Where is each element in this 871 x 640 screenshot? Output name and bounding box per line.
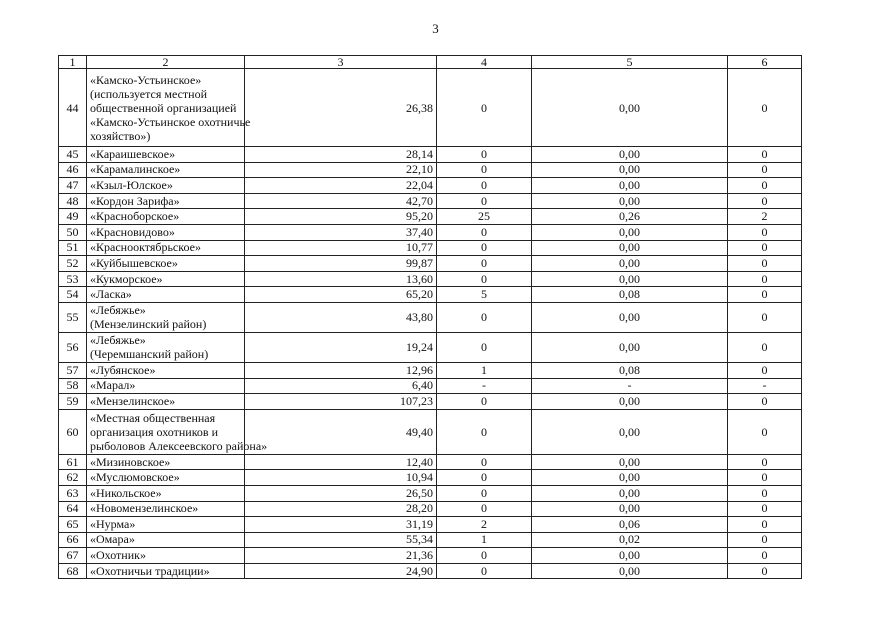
value-c3: 12,96	[245, 362, 437, 378]
row-number: 46	[59, 162, 87, 178]
value-c6: 0	[728, 178, 802, 194]
ground-name	[87, 548, 245, 564]
ground-name-line: «Кукморское»	[90, 271, 163, 286]
value-c6: 0	[728, 256, 802, 272]
ground-name-line: «Куйбышевское»	[90, 255, 178, 270]
table-row	[59, 287, 802, 303]
row-number: 63	[59, 485, 87, 501]
value-c6: 0	[728, 362, 802, 378]
ground-name	[87, 209, 245, 225]
table-row	[59, 69, 802, 147]
ground-name	[87, 256, 245, 272]
ground-name-line: «Муслюмовское»	[90, 470, 180, 485]
value-c4: 0	[437, 332, 532, 362]
ground-name-line: (используется местной	[90, 86, 207, 101]
value-c6: 0	[728, 409, 802, 454]
ground-name	[87, 378, 245, 394]
ground-name	[87, 271, 245, 287]
column-header: 1	[59, 56, 87, 69]
ground-name-line: «Краснооктябрьское»	[90, 240, 201, 255]
ground-name	[87, 69, 251, 147]
value-c4: -	[437, 378, 532, 394]
value-c4: 0	[437, 485, 532, 501]
row-number: 62	[59, 470, 87, 486]
value-c4: 0	[437, 501, 532, 517]
value-c6: 0	[728, 147, 802, 163]
ground-name-line: «Красноборское»	[90, 209, 180, 224]
value-c4: 25	[437, 209, 532, 225]
value-c6: 0	[728, 224, 802, 240]
table-row	[59, 209, 802, 225]
row-number: 67	[59, 548, 87, 564]
value-c4: 0	[437, 409, 532, 454]
table-row	[59, 378, 802, 394]
table-row	[59, 271, 802, 287]
row-number: 57	[59, 362, 87, 378]
ground-name	[87, 332, 245, 362]
value-c6: 0	[728, 394, 802, 410]
row-number: 53	[59, 271, 87, 287]
value-c5: 0,00	[532, 224, 728, 240]
value-c3: 55,34	[245, 532, 437, 548]
value-c3: 6,40	[245, 378, 437, 394]
value-c6: 0	[728, 271, 802, 287]
value-c4: 0	[437, 193, 532, 209]
value-c4: 0	[437, 302, 532, 332]
ground-name	[87, 302, 245, 332]
ground-name-line: «Новомензелинское»	[90, 501, 199, 516]
value-c5: 0,06	[532, 517, 728, 533]
value-c5: 0,00	[532, 485, 728, 501]
value-c6: 0	[728, 501, 802, 517]
column-header: 6	[728, 56, 802, 69]
ground-name-line: «Омара»	[90, 532, 135, 547]
value-c3: 21,36	[245, 548, 437, 564]
ground-name-line: «Мизиновское»	[90, 454, 171, 469]
value-c4: 0	[437, 256, 532, 272]
ground-name	[87, 224, 245, 240]
value-c6: -	[728, 378, 802, 394]
value-c5: 0,00	[532, 193, 728, 209]
value-c3: 19,24	[245, 332, 437, 362]
row-number: 60	[59, 409, 87, 454]
table-row	[59, 240, 802, 256]
value-c5: 0,00	[532, 548, 728, 564]
ground-name-line: «Лубянское»	[90, 362, 156, 377]
table-row	[59, 409, 802, 454]
value-c6: 0	[728, 563, 802, 579]
row-number: 47	[59, 178, 87, 194]
ground-name	[87, 147, 245, 163]
ground-name	[87, 485, 245, 501]
value-c4: 0	[437, 178, 532, 194]
value-c5: -	[532, 378, 728, 394]
value-c3: 49,40	[245, 409, 437, 454]
table-row	[59, 162, 802, 178]
value-c5: 0,00	[532, 470, 728, 486]
value-c3: 31,19	[245, 517, 437, 533]
value-c4: 0	[437, 271, 532, 287]
value-c3: 13,60	[245, 271, 437, 287]
value-c5: 0,00	[532, 162, 728, 178]
ground-name-line: «Марал»	[90, 378, 136, 393]
table-row	[59, 147, 802, 163]
value-c6: 0	[728, 240, 802, 256]
table-row	[59, 394, 802, 410]
ground-name-line: «Лебяжье»	[90, 303, 146, 318]
column-header: 2	[87, 56, 245, 69]
value-c6: 0	[728, 485, 802, 501]
value-c4: 0	[437, 470, 532, 486]
row-number: 59	[59, 394, 87, 410]
value-c5: 0,08	[532, 362, 728, 378]
ground-name-line: «Камско-Устьинское»	[90, 72, 202, 87]
value-c5: 0,00	[532, 178, 728, 194]
ground-name-line: «Лебяжье»	[90, 333, 146, 348]
table-row	[59, 193, 802, 209]
table-row	[59, 256, 802, 272]
value-c6: 2	[728, 209, 802, 225]
value-c3: 42,70	[245, 193, 437, 209]
value-c4: 0	[437, 394, 532, 410]
value-c4: 0	[437, 162, 532, 178]
value-c6: 0	[728, 162, 802, 178]
column-header: 4	[437, 56, 532, 69]
ground-name-line: (Мензелинский район)	[90, 317, 207, 332]
value-c3: 12,40	[245, 454, 437, 470]
table-row	[59, 332, 802, 362]
value-c4: 0	[437, 563, 532, 579]
table-row	[59, 224, 802, 240]
value-c6: 0	[728, 69, 802, 147]
value-c6: 0	[728, 332, 802, 362]
ground-name-line: «Охотник»	[90, 548, 146, 563]
table-row	[59, 362, 802, 378]
ground-name-line: «Кордон Зарифа»	[90, 193, 180, 208]
ground-name-line: «Ласка»	[90, 287, 132, 302]
ground-name-line: «Охотничьи традиции»	[90, 563, 210, 578]
ground-name-line: «Нурма»	[90, 516, 136, 531]
table-row	[59, 485, 802, 501]
value-c3: 28,14	[245, 147, 437, 163]
ground-name	[87, 517, 245, 533]
ground-name	[87, 162, 245, 178]
value-c5: 0,00	[532, 501, 728, 517]
row-number: 56	[59, 332, 87, 362]
ground-name	[87, 563, 245, 579]
value-c5: 0,00	[532, 409, 728, 454]
row-number: 52	[59, 256, 87, 272]
value-c5: 0,00	[532, 240, 728, 256]
row-number: 68	[59, 563, 87, 579]
column-header: 3	[245, 56, 437, 69]
row-number: 54	[59, 287, 87, 303]
row-number: 58	[59, 378, 87, 394]
value-c3: 22,10	[245, 162, 437, 178]
value-c5: 0,00	[532, 302, 728, 332]
value-c5: 0,00	[532, 69, 728, 147]
ground-name-line: рыболовов Алексеевского района»	[90, 438, 268, 453]
value-c3: 95,20	[245, 209, 437, 225]
ground-name	[87, 362, 245, 378]
row-number: 66	[59, 532, 87, 548]
value-c3: 22,04	[245, 178, 437, 194]
ground-name-line: «Камско-Устьинское охотничье	[90, 114, 251, 129]
value-c5: 0,00	[532, 147, 728, 163]
table-row	[59, 302, 802, 332]
value-c6: 0	[728, 193, 802, 209]
ground-name-line: «Карамалинское»	[90, 162, 181, 177]
ground-name-line: «Караишевское»	[90, 146, 176, 161]
value-c4: 5	[437, 287, 532, 303]
row-number: 44	[59, 69, 87, 147]
ground-name	[87, 501, 245, 517]
value-c5: 0,02	[532, 532, 728, 548]
value-c5: 0,00	[532, 332, 728, 362]
value-c3: 10,94	[245, 470, 437, 486]
value-c4: 0	[437, 548, 532, 564]
value-c4: 1	[437, 532, 532, 548]
row-number: 45	[59, 147, 87, 163]
row-number: 48	[59, 193, 87, 209]
value-c3: 26,50	[245, 485, 437, 501]
value-c4: 0	[437, 69, 532, 147]
ground-name	[87, 193, 245, 209]
row-number: 61	[59, 454, 87, 470]
ground-name	[87, 240, 245, 256]
value-c3: 24,90	[245, 563, 437, 579]
ground-name	[87, 470, 245, 486]
table-header-row	[59, 56, 802, 69]
row-number: 64	[59, 501, 87, 517]
ground-name-line: (Черемшанский район)	[90, 347, 209, 362]
value-c5: 0,00	[532, 563, 728, 579]
ground-name-line: организация охотников и	[90, 424, 219, 439]
value-c4: 0	[437, 454, 532, 470]
ground-name-line: хозяйство»)	[90, 128, 151, 143]
ground-name	[87, 409, 268, 454]
value-c6: 0	[728, 548, 802, 564]
row-number: 50	[59, 224, 87, 240]
value-c3: 37,40	[245, 224, 437, 240]
value-c6: 0	[728, 454, 802, 470]
value-c6: 0	[728, 302, 802, 332]
ground-name-line: «Мензелинское»	[90, 393, 176, 408]
ground-name	[87, 532, 245, 548]
table-row	[59, 548, 802, 564]
ground-name	[87, 394, 245, 410]
table-row	[59, 501, 802, 517]
value-c4: 0	[437, 147, 532, 163]
value-c4: 1	[437, 362, 532, 378]
value-c4: 0	[437, 240, 532, 256]
ground-name-line: «Местная общественная	[90, 410, 216, 425]
value-c5: 0,00	[532, 271, 728, 287]
row-number: 51	[59, 240, 87, 256]
value-c3: 107,23	[245, 394, 437, 410]
table-row	[59, 178, 802, 194]
table-row	[59, 517, 802, 533]
ground-name-line: общественной организацией	[90, 100, 237, 115]
ground-name	[87, 178, 245, 194]
row-number: 49	[59, 209, 87, 225]
table-row	[59, 470, 802, 486]
value-c3: 65,20	[245, 287, 437, 303]
table-row	[59, 532, 802, 548]
ground-name	[87, 454, 245, 470]
value-c6: 0	[728, 532, 802, 548]
value-c3: 99,87	[245, 256, 437, 272]
page-number: 3	[432, 21, 439, 36]
value-c3: 43,80	[245, 302, 437, 332]
value-c6: 0	[728, 517, 802, 533]
value-c5: 0,26	[532, 209, 728, 225]
value-c4: 2	[437, 517, 532, 533]
value-c6: 0	[728, 287, 802, 303]
value-c5: 0,00	[532, 454, 728, 470]
value-c4: 0	[437, 224, 532, 240]
value-c6: 0	[728, 470, 802, 486]
row-number: 55	[59, 302, 87, 332]
value-c3: 28,20	[245, 501, 437, 517]
column-header: 5	[532, 56, 728, 69]
ground-name	[87, 287, 245, 303]
row-number: 65	[59, 517, 87, 533]
value-c5: 0,08	[532, 287, 728, 303]
ground-name-line: «Никольское»	[90, 485, 162, 500]
table-body	[59, 56, 802, 579]
value-c5: 0,00	[532, 394, 728, 410]
ground-name-line: «Кзыл-Юлское»	[90, 177, 173, 192]
value-c3: 10,77	[245, 240, 437, 256]
value-c5: 0,00	[532, 256, 728, 272]
table-row	[59, 454, 802, 470]
table-row	[59, 563, 802, 579]
hunting-grounds-table	[58, 55, 802, 579]
value-c3: 26,38	[245, 69, 437, 147]
ground-name-line: «Красновидово»	[90, 224, 175, 239]
